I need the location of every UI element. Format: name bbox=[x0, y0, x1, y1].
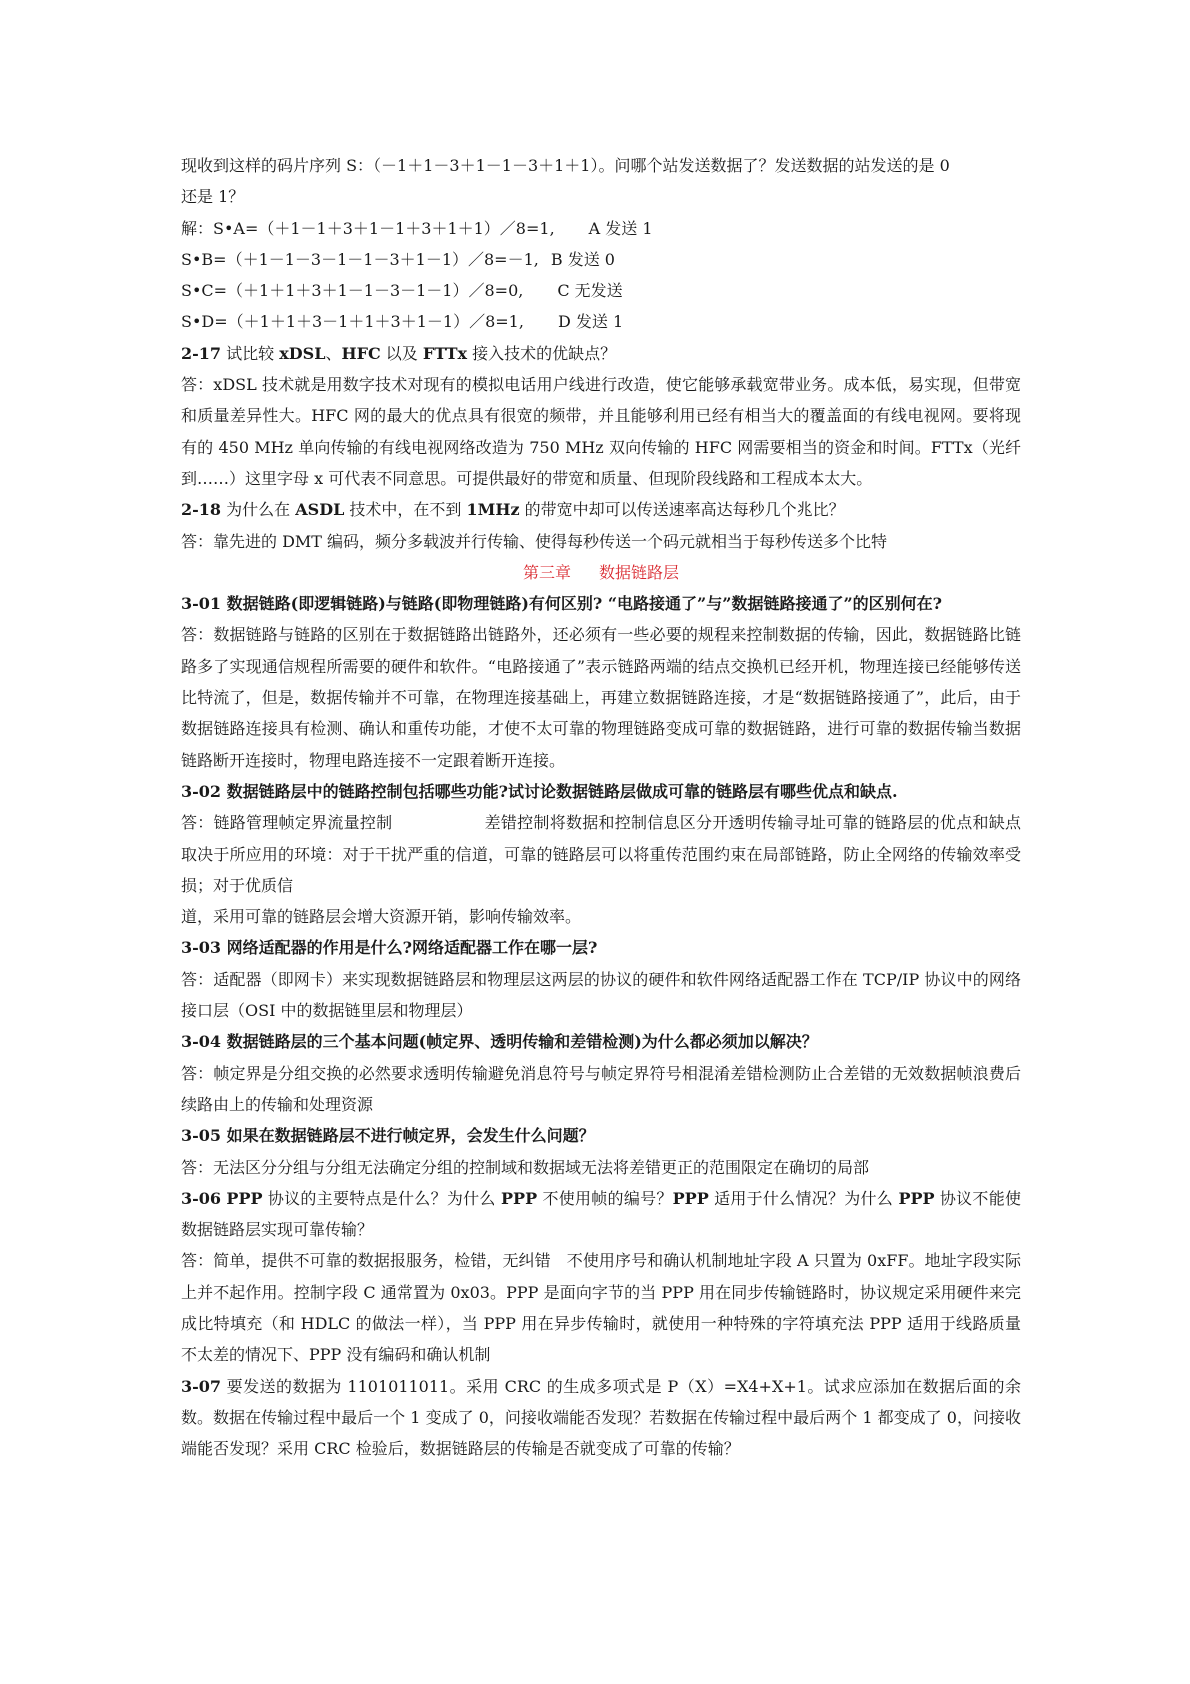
solution-line-a bbox=[181, 213, 1021, 244]
chapter-number: 第三章 bbox=[522, 562, 571, 582]
question-term: FTTx bbox=[422, 343, 468, 363]
question-3-06 bbox=[181, 1183, 1021, 1246]
answer-3-04: 答：帧定界是分组交换的必然要求透明传输避免消息符号与帧定界符号相混淆差错检测防止合差错的无效数据帧浪费后续路由上的传输和处理资源 bbox=[181, 1063, 1021, 1114]
question-text: 为什么在 bbox=[221, 500, 296, 520]
intro-line-2: 还是 1？ bbox=[181, 187, 245, 207]
question-number: 2-18 bbox=[181, 500, 222, 520]
question-3-05 bbox=[181, 1120, 1021, 1151]
solution-d-result: D 发送 1 bbox=[557, 312, 624, 332]
solution-line-b bbox=[181, 244, 1021, 275]
question-text: 的带宽中却可以传送速率高达每秒几个兆比？ bbox=[519, 500, 845, 520]
question-number: 3-05 bbox=[181, 1126, 222, 1146]
answer-2-17: 答：xDSL 技术就是用数字技术对现有的模拟电话用户线进行改造，使它能够承载宽带业务。成本低，易实现，但带宽和质量差异性大。HFC 网的最大的优点具有很宽的频带，并且能够利用已经有相当大的覆盖面的有线电视网。要将现有的 450 MHz 单向传输的有线电视网络改造为 750 MHz 双向传输的 HFC 网需要相当的资金和时间。FTTx（光纤到……）这里字母 x 可代表不同意思。可提供最好的带宽和质量、但现阶段线路和工程成本太大。 bbox=[181, 375, 1021, 488]
question-text: 协议的主要特点是什么？为什么 bbox=[262, 1188, 502, 1208]
document-page bbox=[181, 150, 1021, 1464]
question-text: 技术中，在不到 bbox=[344, 500, 467, 520]
solution-a-result: A 发送 1 bbox=[588, 218, 653, 238]
question-number: 3-02 bbox=[181, 781, 222, 801]
solution-d-expr: S•D=（＋1＋1＋3－1＋1＋3＋1－1）／8=1, bbox=[181, 312, 524, 332]
question-3-07 bbox=[181, 1371, 1021, 1465]
answer-2-18: 答：靠先进的 DMT 编码，频分多载波并行传输、使得每秒传送一个码元就相当于每秒传送多个比特 bbox=[181, 531, 888, 551]
chapter-heading bbox=[181, 557, 1021, 588]
answer-3-03: 答：适配器（即网卡）来实现数据链路层和物理层这两层的协议的硬件和软件网络适配器工作在 TCP/IP 协议中的网络接口层（OSI 中的数据链里层和物理层） bbox=[181, 969, 1021, 1021]
answer-3-06: 答：简单，提供不可靠的数据报服务，检错，无纠错 不使用序号和确认机制地址字段 A 只置为 0xFF。地址字段实际上并不起作用。控制字段 C 通常置为 0x03。PPP 是面向字节的当 PPP 用在同步传输链路时，协议规定采用硬件来完成比特填充（和 HDLC 的做法一样），当 PPP 用在异步传输时，就使用一种特殊的字符填充法 PPP 适用于线路质量不太差的情况下、PPP 没有编码和确认机制 bbox=[181, 1251, 1021, 1365]
solution-line-c bbox=[181, 275, 1021, 306]
intro-line-1: 现收到这样的码片序列 S：（－1＋1－3＋1－1－3＋1＋1）。问哪个站发送数据了？发送数据的站发送的是 0 bbox=[181, 156, 950, 175]
question-term: PPP bbox=[226, 1188, 263, 1208]
solution-b-result: B 发送 0 bbox=[550, 249, 615, 269]
question-3-01 bbox=[181, 588, 1021, 619]
question-number: 2-17 bbox=[181, 343, 222, 363]
answer-3-02 bbox=[181, 807, 1021, 901]
question-term: PPP bbox=[898, 1188, 935, 1208]
question-3-03 bbox=[181, 932, 1021, 963]
question-2-17 bbox=[181, 338, 1021, 369]
answer-3-01: 答：数据链路与链路的区别在于数据链路出链路外，还必须有一些必要的规程来控制数据的传输，因此，数据链路比链路多了实现通信规程所需要的硬件和软件。“电路接通了”表示链路两端的结点交换机已经开机，物理连接已经能够传送比特流了，但是，数据传输并不可靠，在物理连接基础上，再建立数据链路连接，才是“数据链路接通了”，此后，由于数据链路连接具有检测、确认和重传功能，才使不太可靠的物理链路变成可靠的数据链路，进行可靠的数据传输当数据链路断开连接时，物理电路连接不一定跟着断开连接。 bbox=[181, 625, 1021, 770]
question-text: 如果在数据链路层不进行帧定界，会发生什么问题？ bbox=[221, 1126, 595, 1146]
question-text: 试比较 bbox=[226, 343, 280, 363]
answer-3-02-part-b: 差错控制将数据和控制信息区分开透明传输寻址可靠的链路层的优点和缺点取决于所应用的环境：对于干扰严重的信道，可靠的链路层可以将重传范围约束在局部链路，防止全网络的传输效率受损；对于优质信 bbox=[181, 813, 1021, 895]
solution-c-expr: S•C=（＋1＋1＋3＋1－1－3－1－1）／8=0, bbox=[181, 281, 524, 301]
question-text: 协议不能使数据链路层实现可靠传输？ bbox=[181, 1188, 1021, 1240]
question-number: 3-03 bbox=[181, 938, 222, 958]
solution-line-d bbox=[181, 306, 1021, 337]
question-3-04 bbox=[181, 1026, 1021, 1057]
chapter-title: 数据链路层 bbox=[599, 562, 680, 582]
solution-a-expr: 解：S•A=（＋1－1＋3＋1－1＋3＋1＋1）／8=1, bbox=[181, 218, 555, 238]
question-term: HFC bbox=[341, 343, 381, 363]
question-text: 网络适配器的作用是什么?网络适配器工作在哪一层? bbox=[221, 938, 598, 958]
question-text: 以及 bbox=[380, 343, 423, 363]
question-number: 3-07 bbox=[181, 1376, 222, 1396]
question-term: ASDL bbox=[295, 500, 345, 520]
question-term: xDSL bbox=[279, 343, 326, 363]
question-text: 数据链路层的三个基本问题(帧定界、透明传输和差错检测)为什么都必须加以解决？ bbox=[221, 1032, 818, 1052]
question-text: 、 bbox=[325, 343, 342, 363]
question-3-02 bbox=[181, 776, 1021, 807]
question-number: 3-06 bbox=[181, 1188, 222, 1208]
question-term: 1MHz bbox=[466, 500, 520, 520]
question-number: 3-04 bbox=[181, 1032, 222, 1052]
question-term: PPP bbox=[672, 1188, 709, 1208]
question-text: 接入技术的优缺点？ bbox=[467, 343, 617, 363]
question-text: 数据链路(即逻辑链路)与链路(即物理链路)有何区别? “电路接通了”与”数据链路接通了”的区别何在? bbox=[221, 594, 943, 614]
answer-3-05: 答：无法区分分组与分组无法确定分组的控制域和数据域无法将差错更正的范围限定在确切的局部 bbox=[181, 1157, 870, 1177]
question-number: 3-01 bbox=[181, 594, 222, 614]
question-2-18 bbox=[181, 494, 1021, 525]
question-text: 适用于什么情况？为什么 bbox=[708, 1188, 899, 1208]
question-text: 不使用帧的编号？ bbox=[537, 1188, 673, 1208]
solution-b-expr: S•B=（＋1－1－3－1－1－3＋1－1）／8=－1, bbox=[181, 249, 539, 269]
question-term: PPP bbox=[501, 1188, 538, 1208]
question-text: 要发送的数据为 1101011011。采用 CRC 的生成多项式是 P（X）=X4+X+1。试求应添加在数据后面的余数。数据在传输过程中最后一个 1 变成了 0，问接收端能否发现？若数据在传输过程中最后两个 1 都变成了 0，问接收端能否发现？采用 CRC 检验后，数据链路层的传输是否就变成了可靠的传输？ bbox=[181, 1376, 1021, 1459]
answer-3-02-part-a: 答：链路管理帧定界流量控制 bbox=[181, 813, 393, 833]
question-text: 数据链路层中的链路控制包括哪些功能?试讨论数据链路层做成可靠的链路层有哪些优点和缺点. bbox=[221, 781, 898, 801]
solution-c-result: C 无发送 bbox=[557, 281, 623, 301]
answer-3-02-part-c: 道，采用可靠的链路层会增大资源开销，影响传输效率。 bbox=[181, 907, 582, 927]
